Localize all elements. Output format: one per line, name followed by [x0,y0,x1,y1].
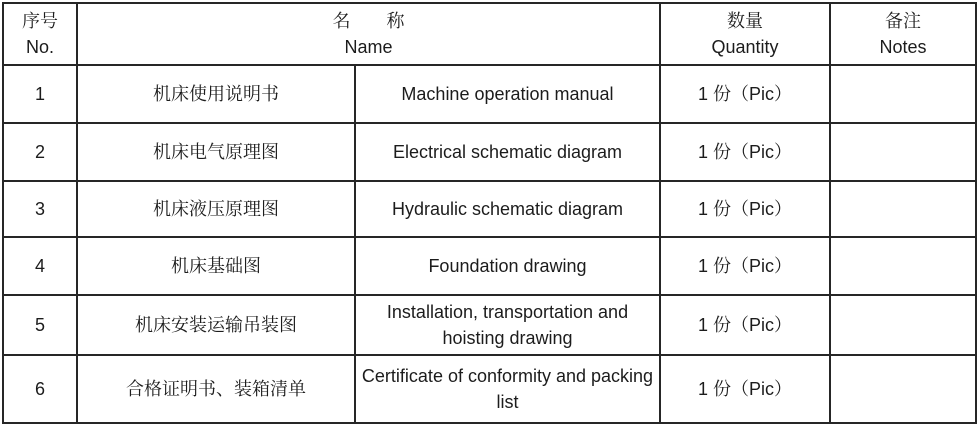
cell-quantity: 1 份（Pic） [660,355,830,423]
cell-name-en: Machine operation manual [355,65,660,123]
cell-name-zh: 机床使用说明书 [77,65,355,123]
cell-no: 1 [3,65,77,123]
cell-quantity: 1 份（Pic） [660,123,830,181]
header-notes [830,3,976,65]
cell-notes [830,123,976,181]
cell-name-en: Hydraulic schematic diagram [355,181,660,237]
table-row [3,181,976,237]
cell-quantity: 1 份（Pic） [660,65,830,123]
header-quantity [660,3,830,65]
cell-quantity: 1 份（Pic） [660,181,830,237]
cell-no: 5 [3,295,77,355]
cell-notes [830,181,976,237]
cell-name-zh: 机床基础图 [77,237,355,295]
table-row [3,237,976,295]
cell-name-zh: 机床电气原理图 [77,123,355,181]
header-quantity-zh: 数量 [727,10,763,31]
header-name [77,3,660,65]
cell-name-en: Foundation drawing [355,237,660,295]
cell-name-zh: 合格证明书、装箱清单 [77,355,355,423]
cell-name-en: Electrical schematic diagram [355,123,660,181]
table-row [3,123,976,181]
header-row [3,3,976,65]
cell-notes [830,295,976,355]
header-notes-zh: 备注 [885,10,921,31]
cell-quantity: 1 份（Pic） [660,295,830,355]
cell-name-zh: 机床液压原理图 [77,181,355,237]
table-row [3,65,976,123]
cell-no: 4 [3,237,77,295]
cell-name-en: Certificate of conformity and packing list [355,355,660,423]
table-row [3,355,976,423]
cell-notes [830,355,976,423]
table-row [3,295,976,355]
cell-name-zh: 机床安装运输吊装图 [77,295,355,355]
cell-notes [830,237,976,295]
cell-name-en: Installation, transportation and hoisting drawing [355,295,660,355]
header-no-en: No. [25,37,54,57]
header-name-zh: 名 称 [332,10,405,31]
cell-no: 2 [3,123,77,181]
header-notes-en: Notes [879,37,927,57]
cell-no: 3 [3,181,77,237]
cell-notes [830,65,976,123]
header-name-en: Name [344,37,393,57]
header-no-zh: 序号 [22,10,58,31]
header-no [3,3,77,65]
cell-quantity: 1 份（Pic） [660,237,830,295]
header-quantity-en: Quantity [711,37,779,57]
packing-list-table [2,2,977,424]
cell-no: 6 [3,355,77,423]
